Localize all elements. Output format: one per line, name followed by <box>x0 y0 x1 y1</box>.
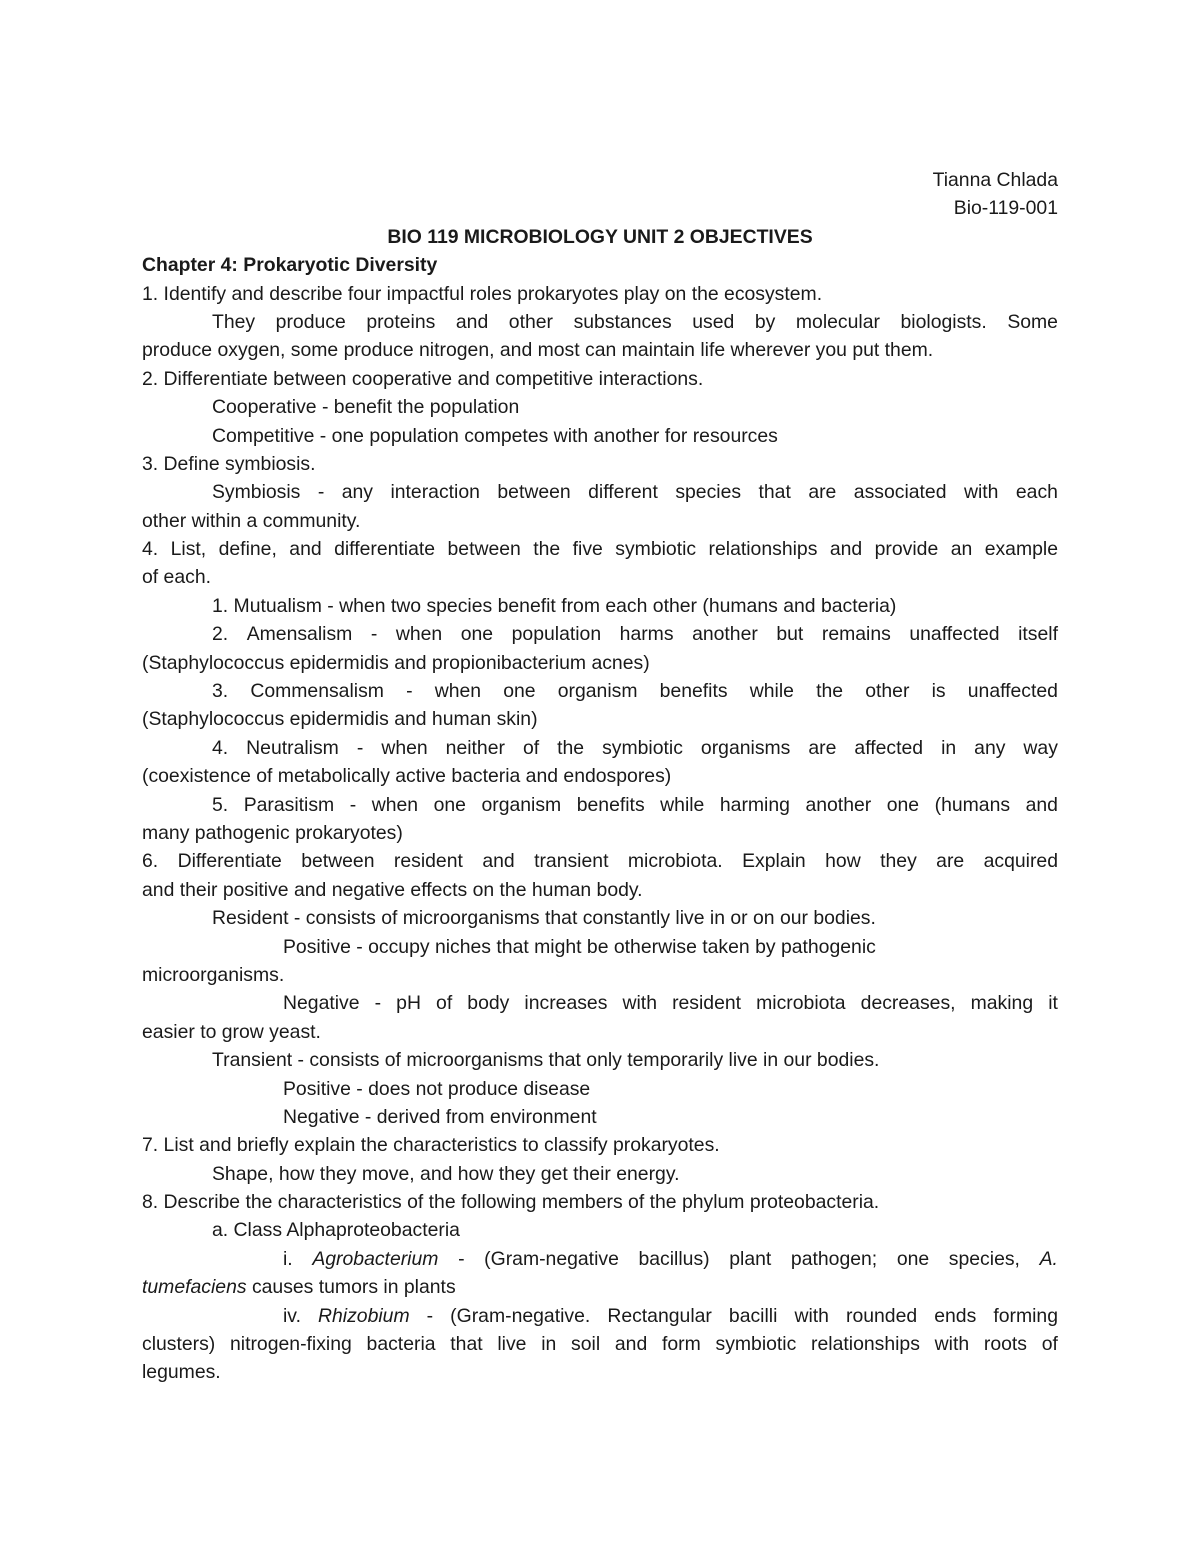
resident-negative-line-2: easier to grow yeast. <box>142 1020 321 1043</box>
objective-6-line-2: and their positive and negative effects on the human body. <box>142 878 643 901</box>
agrobacterium-species-abbrev: A. <box>1039 1247 1058 1270</box>
rhizobium-line-2: clusters) nitrogen-fixing bacteria that live in soil and form symbiotic relationships with roots of <box>142 1333 1058 1356</box>
answer-1-line-2: produce oxygen, some produce nitrogen, and most can maintain life wherever you put them. <box>142 339 934 362</box>
objective-2: 2. Differentiate between cooperative and competitive interactions. <box>142 367 704 390</box>
answer-competitive: Competitive - one population competes with another for resources <box>212 424 778 447</box>
rhizobium-line-1: iv. Rhizobium - (Gram-negative. Rectangular bacilli with rounded ends forming <box>142 1302 1058 1330</box>
objective-4-line-2: of each. <box>142 566 211 589</box>
objective-4-line-1: 4. List, define, and differentiate between the five symbiotic relationships and provide an example <box>142 538 1058 561</box>
agrobacterium-species: tumefaciens <box>142 1276 247 1299</box>
objective-3: 3. Define symbiosis. <box>142 452 316 475</box>
objective-1: 1. Identify and describe four impactful roles prokaryotes play on the ecosystem. <box>142 282 823 305</box>
objective-8: 8. Describe the characteristics of the following members of the phylum proteobacteria. <box>142 1191 880 1214</box>
rhizobium-name: Rhizobium <box>318 1304 410 1327</box>
amensalism-line-1: 2. Amensalism - when one population harms another but remains unaffected itself <box>212 623 1058 646</box>
commensalism-line-2: (Staphylococcus epidermidis and human skin) <box>142 708 538 731</box>
parasitism-line-1: 5. Parasitism - when one organism benefits while harming another one (humans and <box>212 793 1058 816</box>
agrobacterium-effect: causes tumors in plants <box>251 1276 456 1299</box>
transient-definition: Transient - consists of microorganisms that only temporarily live in our bodies. <box>212 1049 880 1072</box>
agrobacterium-line-1: i. Agrobacterium - (Gram-negative bacillus) plant pathogen; one species, A. <box>142 1245 1058 1273</box>
chapter-heading: Chapter 4: Prokaryotic Diversity <box>142 254 438 277</box>
resident-positive-line-1: Positive - occupy niches that might be otherwise taken by pathogenic <box>283 935 876 958</box>
document-title: BIO 119 MICROBIOLOGY UNIT 2 OBJECTIVES <box>387 225 813 248</box>
rhizobium-line-3: legumes. <box>142 1361 221 1384</box>
answer-3-line-1: Symbiosis - any interaction between different species that are associated with each <box>212 481 1058 504</box>
agrobacterium-number: i. <box>283 1247 293 1270</box>
neutralism-line-1: 4. Neutralism - when neither of the symbiotic organisms are affected in any way <box>212 736 1058 759</box>
class-alphaproteobacteria: a. Class Alphaproteobacteria <box>212 1219 460 1242</box>
rhizobium-number: iv. <box>283 1304 301 1327</box>
document-body <box>142 166 1058 1387</box>
parasitism-line-2: many pathogenic prokaryotes) <box>142 821 403 844</box>
resident-negative-line-1: Negative - pH of body increases with resident microbiota decreases, making it <box>283 992 1058 1015</box>
answer-7: Shape, how they move, and how they get their energy. <box>212 1162 680 1185</box>
neutralism-line-2: (coexistence of metabolically active bacteria and endospores) <box>142 765 672 788</box>
transient-negative: Negative - derived from environment <box>283 1105 597 1128</box>
objective-6-line-1: 6. Differentiate between resident and transient microbiota. Explain how they are acquired <box>142 850 1058 873</box>
transient-positive: Positive - does not produce disease <box>283 1077 591 1100</box>
mutualism: 1. Mutualism - when two species benefit from each other (humans and bacteria) <box>212 594 897 617</box>
author-name: Tianna Chlada <box>932 169 1058 191</box>
commensalism-line-1: 3. Commensalism - when one organism benefits while the other is unaffected <box>212 680 1058 703</box>
resident-definition: Resident - consists of microorganisms that constantly live in or on our bodies. <box>212 907 876 930</box>
agrobacterium-name: Agrobacterium <box>312 1247 439 1270</box>
answer-3-line-2: other within a community. <box>142 509 361 532</box>
course-code: Bio-119-001 <box>953 197 1058 220</box>
resident-positive-line-2: microorganisms. <box>142 963 285 986</box>
amensalism-line-2: (Staphylococcus epidermidis and propionibacterium acnes) <box>142 651 650 674</box>
objective-7: 7. List and briefly explain the characteristics to classify prokaryotes. <box>142 1134 720 1157</box>
agrobacterium-line-2 <box>142 1273 1058 1301</box>
answer-1-line-1: They produce proteins and other substances used by molecular biologists. Some <box>212 310 1058 333</box>
answer-cooperative: Cooperative - benefit the population <box>212 396 520 419</box>
